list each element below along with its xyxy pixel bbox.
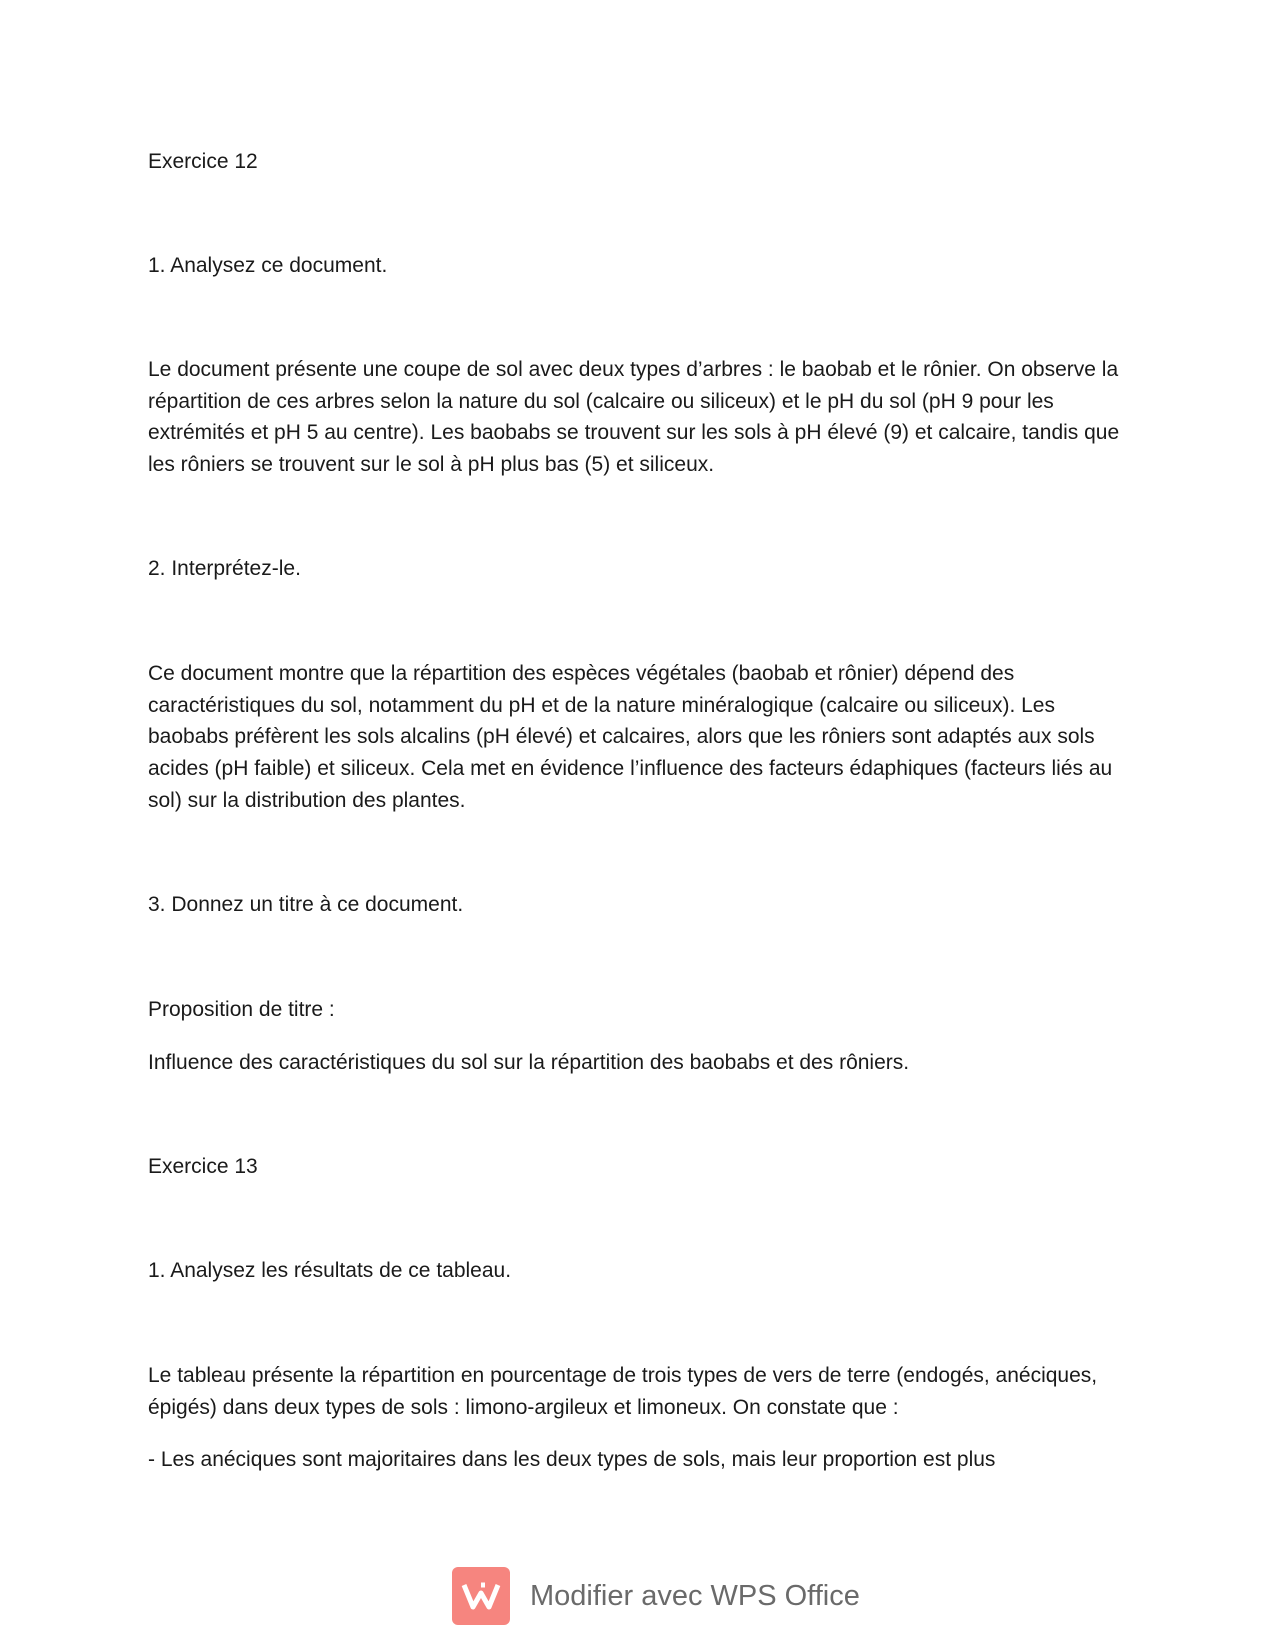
title-proposal: Influence des caractéristiques du sol sur la répartition des baobabs et des rôniers. [148,1051,910,1074]
question-1: 1. Analysez ce document. [148,254,388,277]
answer-1: Le document présente une coupe de sol avec deux types d’arbres : le baobab et le rônier. On observe la répartition de ces arbres selon la nature du sol (calcaire ou siliceux) et le pH du sol (pH 9 pour les extrémités et pH 5 au centre). Les baobabs se trouvent sur les sols à pH élevé (9) et calcaire, tandis que les rôniers se trouvent sur le sol à pH plus bas (5) et siliceux. [148,358,1120,477]
exercise-12-heading: Exercice 12 [148,150,258,173]
wps-edit-label[interactable]: Modifier avec WPS Office [530,1579,860,1612]
exercise-13-heading: Exercice 13 [148,1155,258,1178]
title-proposal-label: Proposition de titre : [148,998,335,1021]
answer-13-1: Le tableau présente la répartition en pourcentage de trois types de vers de terre (endogés, anéciques, épigés) dans deux types de sols : limono-argileux et limoneux. On constate que : [148,1364,1098,1419]
wps-edit-banner[interactable] [452,1567,860,1625]
question-2: 2. Interprétez-le. [148,557,301,580]
answer-13-1-bullet: - Les anéciques sont majoritaires dans les deux types de sols, mais leur proportion est plus [148,1448,996,1471]
question-3: 3. Donnez un titre à ce document. [148,893,464,916]
answer-2: Ce document montre que la répartition des espèces végétales (baobab et rônier) dépend des caractéristiques du sol, notamment du pH et de la nature minéralogique (calcaire ou siliceux). Les baobabs préfèrent les sols alcalins (pH élevé) et calcaires, alors que les rôniers sont adaptés aux sols acides (pH faible) et siliceux. Cela met en évidence l’influence des facteurs édaphiques (facteurs liés au sol) sur la distribution des plantes. [148,662,1113,812]
wps-logo-icon [452,1567,510,1625]
question-13-1: 1. Analysez les résultats de ce tableau. [148,1259,512,1282]
